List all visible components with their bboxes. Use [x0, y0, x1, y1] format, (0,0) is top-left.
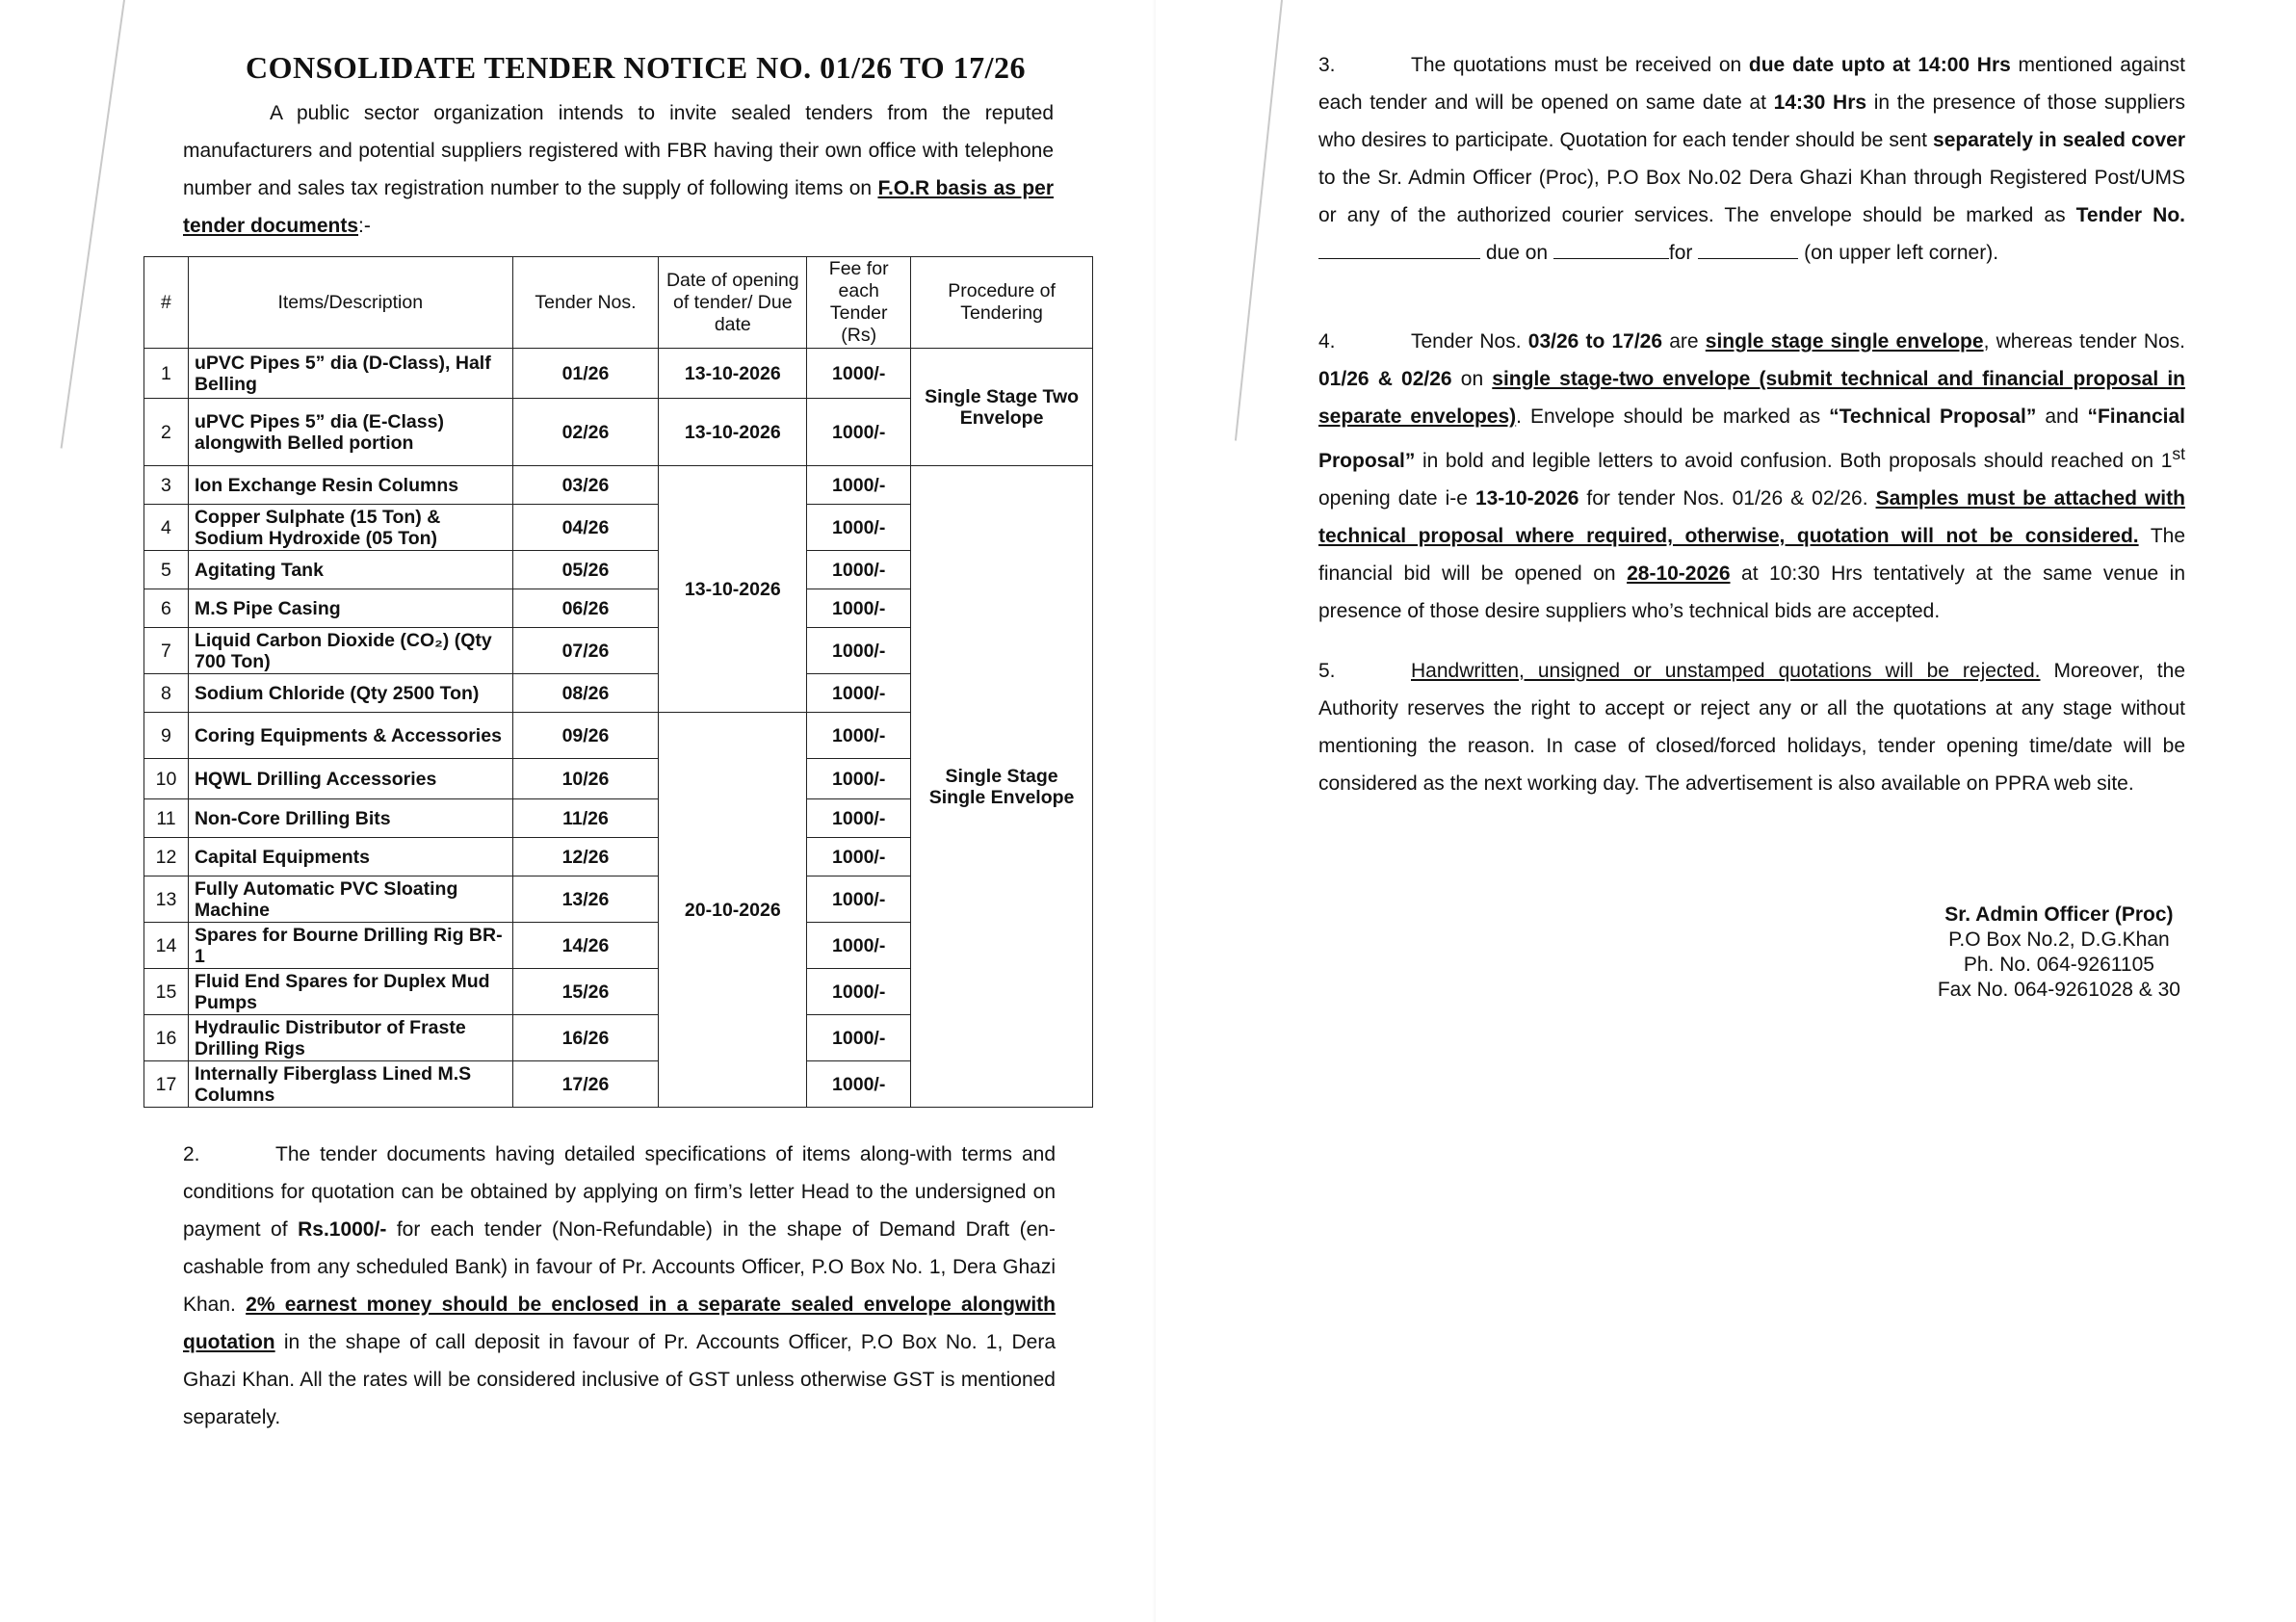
paragraph-5-number: 5. [1318, 660, 1336, 682]
row-description: Hydraulic Distributor of Fraste Drilling Rigs [188, 1015, 512, 1061]
row-number: 16 [144, 1015, 189, 1061]
row-fee: 1000/- [807, 399, 911, 466]
row-description: Agitating Tank [188, 551, 512, 589]
row-fee: 1000/- [807, 1061, 911, 1108]
signature-block [1938, 903, 2180, 1003]
row-fee: 1000/- [807, 799, 911, 838]
row-tender-no: 12/26 [512, 838, 659, 876]
row-fee: 1000/- [807, 589, 911, 628]
row-tender-no: 05/26 [512, 551, 659, 589]
row-description: Liquid Carbon Dioxide (CO₂) (Qty 700 Ton) [188, 628, 512, 674]
page-crease [1235, 0, 1283, 441]
row-fee: 1000/- [807, 838, 911, 876]
row-tender-no: 16/26 [512, 1015, 659, 1061]
row-tender-no: 09/26 [512, 713, 659, 759]
row-number: 9 [144, 713, 189, 759]
header-procedure: Procedure of Tendering [911, 257, 1093, 349]
row-description: Internally Fiberglass Lined M.S Columns [188, 1061, 512, 1108]
row-tender-no: 08/26 [512, 674, 659, 713]
paragraph-4: 4. Tender Nos. 03/26 to 17/26 are single stage single envelope, whereas tender Nos. 01/26 & 02/26 on single stage-two envelope (submit technical and financial proposal in separate envelopes). Envelope should be marked as “Technical Proposal” and “Financial Proposal” in bold and legible letters to avoid confusion. Both proposals should reached on 1st opening date i-e 13-10-2026 for tender Nos. 01/26 & 02/26. Samples must be attached with technical proposal where required, otherwise, quotation will not be considered. The financial bid will be opened on 28-10-2026 at 10:30 Hrs tentatively at the same venue in presence of those desire suppliers who’s technical bids are accepted. [1318, 323, 2185, 630]
row-description: HQWL Drilling Accessories [188, 759, 512, 799]
row-description: M.S Pipe Casing [188, 589, 512, 628]
row-tender-no: 04/26 [512, 505, 659, 551]
row-description: Copper Sulphate (15 Ton) & Sodium Hydroxide (05 Ton) [188, 505, 512, 551]
paragraph-3: 3. The quotations must be received on due date upto at 14:00 Hrs mentioned against each tender and will be opened on same date at 14:30 Hrs in the presence of those suppliers who desires to participate. Quotation for each tender should be sent separately in sealed cover to the Sr. Admin Officer (Proc), P.O Box No.02 Dera Ghazi Khan through Registered Post/UMS or any of the authorized courier services. The envelope should be marked as Tender No. due on for (on upper left corner). [1318, 46, 2185, 272]
row-number: 3 [144, 466, 189, 505]
row-fee: 1000/- [807, 1015, 911, 1061]
row-number: 7 [144, 628, 189, 674]
paragraph-2: 2. The tender documents having detailed specifications of items along-with terms and conditions for quotation can be obtained by applying on firm’s letter Head to the undersigned on payment of Rs.1000/- for each tender (Non-Refundable) in the shape of Demand Draft (en-cashable from any scheduled Bank) in favour of Pr. Accounts Officer, P.O Box No. 1, Dera Ghazi Khan. 2% earnest money should be enclosed in a separate sealed envelope alongwith quotation in the shape of call deposit in favour of Pr. Accounts Officer, P.O Box No. 1, Dera Ghazi Khan. All the rates will be considered inclusive of GST unless otherwise GST is mentioned separately. [183, 1136, 1056, 1436]
row-tender-no: 06/26 [512, 589, 659, 628]
row-number: 17 [144, 1061, 189, 1108]
row-description: uPVC Pipes 5” dia (D-Class), Half Belling [188, 349, 512, 399]
row-number: 12 [144, 838, 189, 876]
tender-no-blank [1318, 241, 1480, 259]
header-tender-nos: Tender Nos. [512, 257, 659, 349]
row-number: 2 [144, 399, 189, 466]
row-tender-no: 11/26 [512, 799, 659, 838]
row-number: 15 [144, 969, 189, 1015]
row-fee: 1000/- [807, 674, 911, 713]
paragraph-2-number: 2. [183, 1143, 200, 1165]
table-row [144, 349, 1093, 399]
row-number: 10 [144, 759, 189, 799]
row-number: 6 [144, 589, 189, 628]
signatory-fax: Fax No. 064-9261028 & 30 [1937, 979, 2180, 1001]
row-fee: 1000/- [807, 551, 911, 589]
row-date-group-2: 20-10-2026 [659, 713, 807, 1108]
right-page [1156, 0, 2296, 1622]
tender-table [144, 256, 1093, 1108]
row-tender-no: 07/26 [512, 628, 659, 674]
notice-title: CONSOLIDATE TENDER NOTICE NO. 01/26 TO 17/26 [245, 50, 1026, 85]
row-fee: 1000/- [807, 923, 911, 969]
table-header-row [144, 257, 1093, 349]
row-number: 5 [144, 551, 189, 589]
row-tender-no: 13/26 [512, 876, 659, 923]
row-description: Capital Equipments [188, 838, 512, 876]
row-description: Non-Core Drilling Bits [188, 799, 512, 838]
row-tender-no: 01/26 [512, 349, 659, 399]
row-date-group-1: 13-10-2026 [659, 466, 807, 713]
row-tender-no: 10/26 [512, 759, 659, 799]
row-date: 13-10-2026 [659, 399, 807, 466]
row-description: Fully Automatic PVC Sloating Machine [188, 876, 512, 923]
due-on-blank [1553, 241, 1669, 259]
row-fee: 1000/- [807, 876, 911, 923]
row-tender-no: 02/26 [512, 399, 659, 466]
signatory-phone: Ph. No. 064-9261105 [1963, 954, 2154, 976]
row-number: 13 [144, 876, 189, 923]
page-crease [61, 0, 125, 449]
row-tender-no: 03/26 [512, 466, 659, 505]
row-fee: 1000/- [807, 713, 911, 759]
row-tender-no: 14/26 [512, 923, 659, 969]
row-number: 11 [144, 799, 189, 838]
table-row [144, 466, 1093, 505]
row-fee: 1000/- [807, 505, 911, 551]
row-fee: 1000/- [807, 759, 911, 799]
for-blank [1698, 241, 1798, 259]
row-fee: 1000/- [807, 349, 911, 399]
row-description: Fluid End Spares for Duplex Mud Pumps [188, 969, 512, 1015]
signatory-address: P.O Box No.2, D.G.Khan [1948, 929, 2170, 951]
paragraph-5: 5. Handwritten, unsigned or unstamped quotations will be rejected. Moreover, the Authority reserves the right to accept or reject any or all the quotations at any stage without mentioning the reason. In case of closed/forced holidays, tender opening time/date will be considered as the next working day. The advertisement is also available on PPRA web site. [1318, 652, 2185, 802]
procedure-two-envelope: Single Stage Two Envelope [911, 349, 1093, 466]
row-description: Spares for Bourne Drilling Rig BR-1 [188, 923, 512, 969]
row-number: 4 [144, 505, 189, 551]
header-date: Date of opening of tender/ Due date [659, 257, 807, 349]
header-fee: Fee for each Tender (Rs) [807, 257, 911, 349]
header-number: # [144, 257, 189, 349]
signatory-title: Sr. Admin Officer (Proc) [1944, 903, 2174, 926]
row-date: 13-10-2026 [659, 349, 807, 399]
row-number: 1 [144, 349, 189, 399]
row-description: Ion Exchange Resin Columns [188, 466, 512, 505]
row-number: 8 [144, 674, 189, 713]
paragraph-4-number: 4. [1318, 330, 1336, 353]
row-description: Sodium Chloride (Qty 2500 Ton) [188, 674, 512, 713]
row-fee: 1000/- [807, 466, 911, 505]
row-description: Coring Equipments & Accessories [188, 713, 512, 759]
row-number: 14 [144, 923, 189, 969]
procedure-single-envelope: Single Stage Single Envelope [911, 466, 1093, 1108]
header-items: Items/Description [188, 257, 512, 349]
paragraph-3-number: 3. [1318, 54, 1336, 76]
row-fee: 1000/- [807, 969, 911, 1015]
row-tender-no: 15/26 [512, 969, 659, 1015]
row-fee: 1000/- [807, 628, 911, 674]
intro-paragraph: A public sector organization intends to invite sealed tenders from the reputed manufacturers and potential suppliers registered with FBR having their own office with telephone number and sales tax registration number to the supply of following items on F.O.R basis as per tender documents:- [183, 102, 1054, 237]
row-tender-no: 17/26 [512, 1061, 659, 1108]
row-description: uPVC Pipes 5” dia (E-Class) alongwith Belled portion [188, 399, 512, 466]
